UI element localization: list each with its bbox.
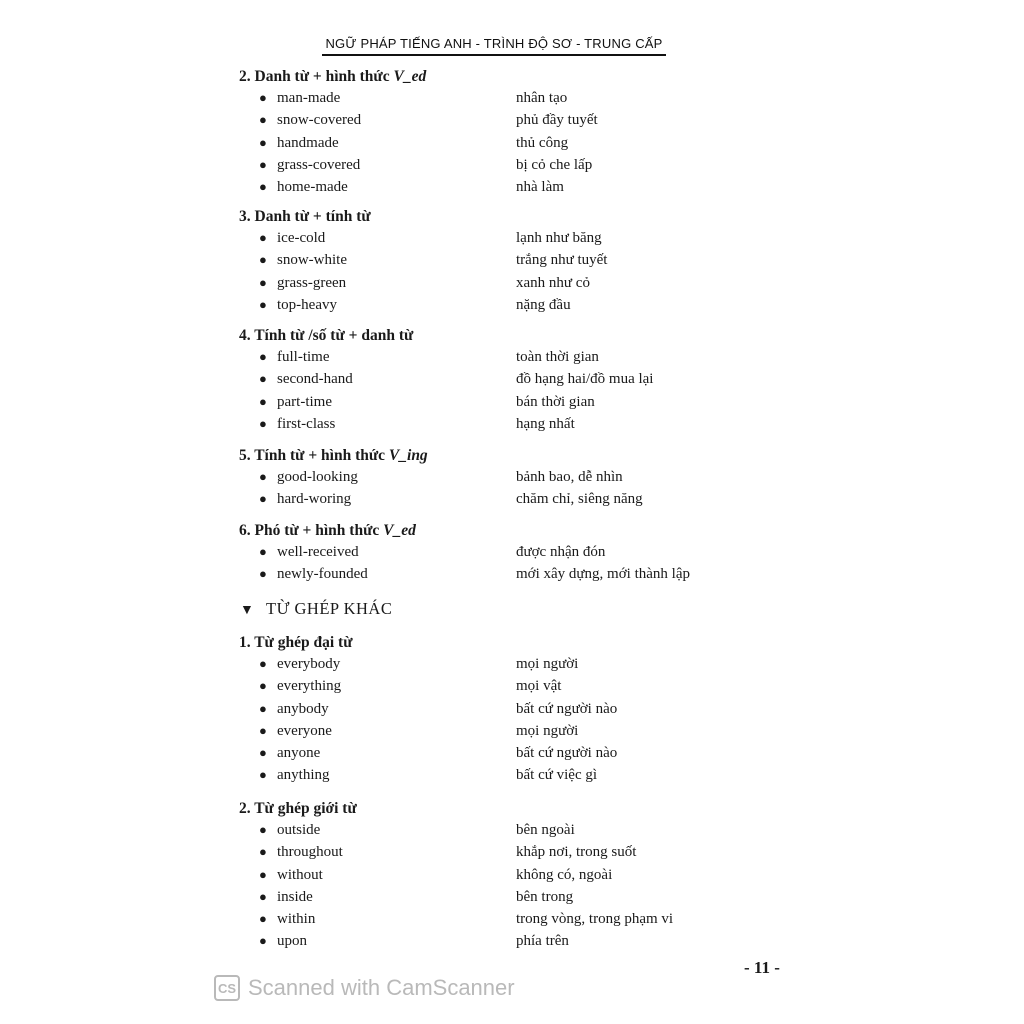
meaning: không có, ngoài [516, 866, 613, 883]
list-item [239, 176, 759, 198]
bullet-icon: ● [259, 822, 267, 837]
list-item [239, 675, 759, 697]
term: without [277, 866, 323, 883]
list-item [239, 109, 759, 131]
bullet-icon: ● [259, 844, 267, 860]
list-item [239, 698, 759, 720]
meaning: nhân tạo [516, 90, 568, 106]
section-title: 2. Danh từ + hình thức V_ed [239, 68, 427, 85]
bullet-icon: ● [259, 700, 267, 716]
list-item [239, 841, 759, 863]
list-item [239, 368, 759, 390]
meaning: đồ hạng hai/đồ mua lại [516, 371, 654, 388]
bullet-icon: ● [259, 112, 267, 128]
meaning: trong vòng, trong phạm vi [516, 911, 674, 928]
meaning: lạnh như băng [516, 230, 602, 246]
list-item [239, 819, 759, 841]
section-pho-tu-ved [239, 521, 759, 586]
bullet-icon: ● [259, 491, 267, 507]
bullet-icon: ● [259, 349, 267, 364]
big-section-title: TỪ GHÉP KHÁC [266, 599, 393, 618]
list-item [239, 488, 759, 510]
section-title: 4. Tính từ /số từ + danh từ [239, 327, 414, 344]
camscanner-logo-icon: CS [214, 975, 240, 1001]
list-item [239, 886, 759, 908]
meaning: bên ngoài [516, 822, 575, 838]
meaning: khắp nơi, trong suốt [516, 844, 637, 861]
term: anything [277, 767, 330, 784]
list-item [239, 294, 759, 316]
big-section-heading [240, 599, 392, 619]
meaning: thủ công [516, 134, 569, 151]
bullet-icon: ● [259, 722, 267, 738]
list-item [239, 346, 759, 368]
term: newly-founded [277, 566, 368, 583]
meaning: được nhận đón [516, 544, 606, 560]
bullet-icon: ● [259, 252, 267, 268]
term: everyone [277, 722, 332, 739]
term: man-made [277, 90, 341, 106]
term: handmade [277, 134, 339, 151]
term: top-heavy [277, 296, 337, 313]
bullet-icon: ● [259, 274, 267, 290]
list-item [239, 132, 759, 154]
bullet-icon: ● [259, 888, 267, 904]
bullet-icon: ● [259, 393, 267, 409]
meaning: bảnh bao, dễ nhìn [516, 469, 623, 485]
list-item [239, 908, 759, 930]
page-header: NGỮ PHÁP TIẾNG ANH - TRÌNH ĐỘ SƠ - TRUNG CẤP [322, 36, 666, 56]
bullet-icon: ● [259, 179, 267, 195]
meaning: mới xây dựng, mới thành lập [516, 566, 690, 583]
list-item [239, 742, 759, 764]
bullet-icon: ● [259, 767, 267, 783]
bullet-icon: ● [259, 544, 267, 559]
section-title: 1. Từ ghép đại từ [239, 634, 353, 651]
list-item [239, 249, 759, 271]
term: second-hand [277, 371, 353, 388]
list-item [239, 764, 759, 786]
bullet-icon: ● [259, 90, 267, 105]
term: everybody [277, 656, 341, 672]
term: anyone [277, 745, 321, 762]
meaning: xanh như cỏ [516, 274, 590, 291]
term: snow-covered [277, 112, 362, 129]
page-number: - 11 - [744, 958, 780, 977]
meaning: toàn thời gian [516, 349, 599, 365]
meaning: bán thời gian [516, 393, 595, 410]
term: everything [277, 678, 342, 695]
section-danh-tu-ved [239, 67, 759, 198]
term: grass-covered [277, 156, 361, 173]
meaning: mọi vật [516, 678, 562, 695]
section-title: 6. Phó từ + hình thức V_ed [239, 522, 416, 539]
list-item [239, 653, 759, 675]
bullet-icon: ● [259, 866, 267, 882]
list-item [239, 87, 759, 109]
term: snow-white [277, 252, 347, 269]
meaning: bị cỏ che lấp [516, 156, 593, 173]
term: home-made [277, 179, 348, 196]
meaning: chăm chỉ, siêng năng [516, 491, 643, 508]
bullet-icon: ● [259, 371, 267, 387]
term: part-time [277, 393, 332, 410]
bullet-icon: ● [259, 678, 267, 694]
bullet-icon: ● [259, 230, 267, 245]
meaning: phía trên [516, 933, 569, 950]
meaning: nặng đầu [516, 296, 571, 313]
list-item [239, 227, 759, 249]
term: outside [277, 822, 321, 838]
section-title: 2. Từ ghép giới từ [239, 800, 357, 817]
bullet-icon: ● [259, 469, 267, 484]
term: upon [277, 933, 307, 950]
term: grass-green [277, 274, 347, 291]
camscanner-watermark [214, 973, 515, 1003]
term: within [277, 911, 316, 928]
list-item [239, 391, 759, 413]
meaning: mọi người [516, 656, 579, 672]
list-item [239, 272, 759, 294]
meaning: hạng nhất [516, 415, 575, 432]
section-tinh-tu-so-tu [239, 326, 759, 435]
section-title: 3. Danh từ + tính từ [239, 208, 371, 225]
term: inside [277, 888, 313, 905]
term: hard-woring [277, 491, 352, 508]
term: well-received [277, 544, 359, 560]
bullet-icon: ● [259, 911, 267, 927]
bullet-icon: ● [259, 296, 267, 312]
meaning: bất cứ việc gì [516, 767, 598, 784]
watermark-text: Scanned with CamScanner [248, 975, 515, 1000]
meaning: bất cứ người nào [516, 745, 618, 762]
meaning: mọi người [516, 722, 579, 739]
bullet-icon: ● [259, 566, 267, 582]
list-item [239, 720, 759, 742]
meaning: bất cứ người nào [516, 700, 618, 717]
bullet-icon: ● [259, 933, 267, 949]
term: good-looking [277, 469, 358, 485]
list-item [239, 864, 759, 886]
section-title: 5. Tính từ + hình thức V_ing [239, 447, 428, 464]
section-danh-tu-tinh-tu [239, 207, 759, 316]
list-item [239, 563, 759, 585]
term: full-time [277, 349, 330, 365]
meaning: phủ đầy tuyết [516, 112, 598, 129]
bullet-icon: ● [259, 745, 267, 761]
bullet-icon: ● [259, 156, 267, 172]
triangle-down-icon: ▼ [240, 603, 255, 618]
meaning: nhà làm [516, 179, 564, 196]
bullet-icon: ● [259, 415, 267, 431]
term: ice-cold [277, 230, 326, 246]
list-item [239, 930, 759, 952]
list-item [239, 541, 759, 563]
list-item [239, 413, 759, 435]
list-item [239, 466, 759, 488]
meaning: bên trong [516, 888, 574, 905]
term: anybody [277, 700, 329, 717]
section-tinh-tu-ving [239, 446, 759, 511]
term: first-class [277, 415, 336, 432]
section-tu-ghep-gioi-tu [239, 799, 759, 953]
section-tu-ghep-dai-tu [239, 633, 759, 787]
bullet-icon: ● [259, 134, 267, 150]
term: throughout [277, 844, 343, 861]
bullet-icon: ● [259, 656, 267, 671]
meaning: trắng như tuyết [516, 252, 608, 269]
list-item [239, 154, 759, 176]
